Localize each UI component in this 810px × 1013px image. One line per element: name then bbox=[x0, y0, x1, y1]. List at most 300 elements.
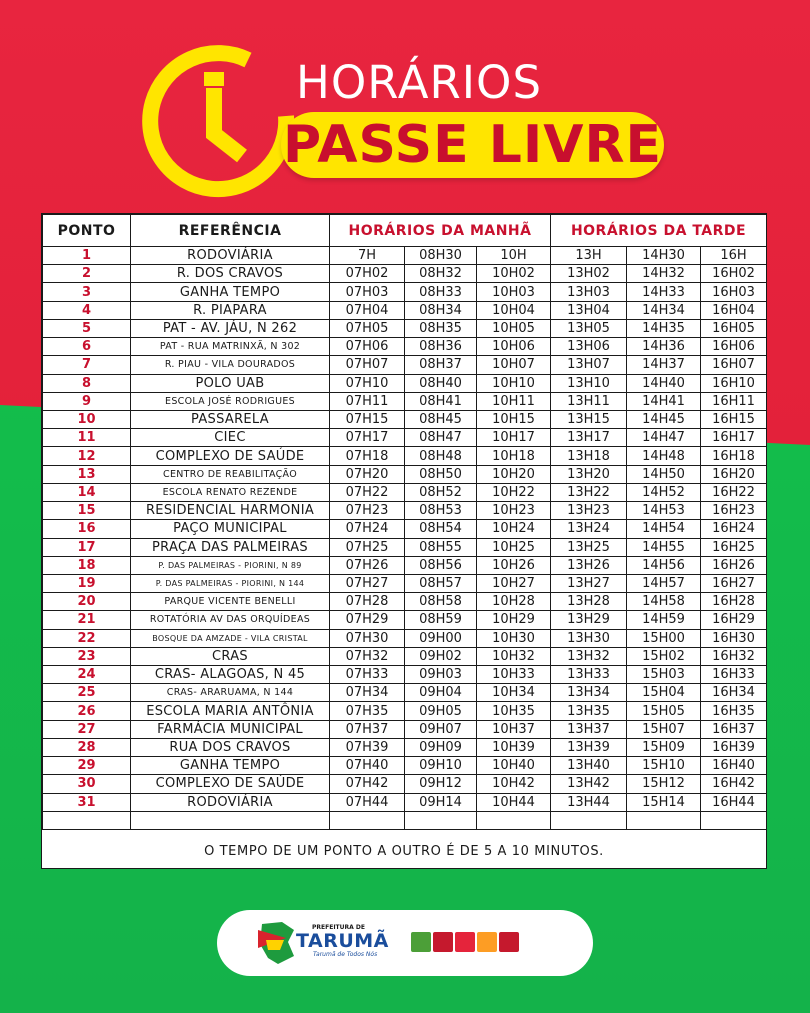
horario-cell: 14H47 bbox=[627, 429, 701, 447]
horario-cell: 15H05 bbox=[627, 702, 701, 720]
horario-cell: 07H03 bbox=[330, 283, 405, 301]
table-row bbox=[43, 392, 767, 410]
horario-cell: 14H57 bbox=[627, 574, 701, 592]
horario-cell: 10H05 bbox=[477, 319, 551, 337]
horario-cell: 16H29 bbox=[701, 611, 767, 629]
horario-cell: 14H36 bbox=[627, 338, 701, 356]
title-passe-livre: PASSE LIVRE bbox=[282, 115, 663, 175]
ponto-number: 10 bbox=[43, 410, 131, 428]
table-row bbox=[43, 574, 767, 592]
horario-cell: 07H11 bbox=[330, 392, 405, 410]
horario-cell: 13H15 bbox=[551, 410, 627, 428]
header-referencia: REFERÊNCIA bbox=[131, 215, 330, 247]
ponto-referencia: PAT - AV. JÁU, N 262 bbox=[131, 319, 330, 337]
horario-cell: 15H00 bbox=[627, 629, 701, 647]
table-row bbox=[43, 483, 767, 501]
empty-cell bbox=[43, 811, 131, 829]
empty-cell bbox=[551, 811, 627, 829]
ponto-referencia: PASSARELA bbox=[131, 410, 330, 428]
horario-cell: 10H37 bbox=[477, 720, 551, 738]
horario-cell: 14H30 bbox=[627, 247, 701, 265]
table-row bbox=[43, 538, 767, 556]
horario-cell: 16H39 bbox=[701, 738, 767, 756]
horario-cell: 15H03 bbox=[627, 666, 701, 684]
header-ponto: PONTO bbox=[43, 215, 131, 247]
table-row bbox=[43, 757, 767, 775]
table-row bbox=[43, 702, 767, 720]
ods-badge-icon bbox=[433, 932, 453, 952]
ponto-number: 3 bbox=[43, 283, 131, 301]
title-horarios: HORÁRIOS bbox=[296, 56, 543, 109]
horario-cell: 14H35 bbox=[627, 319, 701, 337]
table-row bbox=[43, 301, 767, 319]
horario-cell: 16H33 bbox=[701, 666, 767, 684]
ponto-number: 18 bbox=[43, 556, 131, 574]
horario-cell: 16H10 bbox=[701, 374, 767, 392]
horario-cell: 09H02 bbox=[405, 647, 477, 665]
ponto-referencia: BOSQUE DA AMZADE - VILA CRISTAL bbox=[131, 629, 330, 647]
horario-cell: 15H02 bbox=[627, 647, 701, 665]
horario-cell: 07H44 bbox=[330, 793, 405, 811]
horario-cell: 10H04 bbox=[477, 301, 551, 319]
horario-cell: 10H35 bbox=[477, 702, 551, 720]
horario-cell: 09H14 bbox=[405, 793, 477, 811]
ponto-number: 5 bbox=[43, 319, 131, 337]
horario-cell: 13H44 bbox=[551, 793, 627, 811]
horario-cell: 14H55 bbox=[627, 538, 701, 556]
horario-cell: 13H34 bbox=[551, 684, 627, 702]
empty-cell bbox=[477, 811, 551, 829]
ponto-number: 30 bbox=[43, 775, 131, 793]
ods-badge-icon bbox=[477, 932, 497, 952]
horario-cell: 13H11 bbox=[551, 392, 627, 410]
header-tarde: HORÁRIOS DA TARDE bbox=[551, 215, 767, 247]
horario-cell: 09H09 bbox=[405, 738, 477, 756]
horario-cell: 08H45 bbox=[405, 410, 477, 428]
horario-cell: 08H41 bbox=[405, 392, 477, 410]
tarumã-map-logo-icon bbox=[258, 920, 298, 966]
ponto-referencia: COMPLEXO DE SAÚDE bbox=[131, 447, 330, 465]
horario-cell: 10H40 bbox=[477, 757, 551, 775]
empty-cell bbox=[627, 811, 701, 829]
horario-cell: 13H24 bbox=[551, 520, 627, 538]
horario-cell: 07H10 bbox=[330, 374, 405, 392]
horario-cell: 13H26 bbox=[551, 556, 627, 574]
horario-cell: 07H37 bbox=[330, 720, 405, 738]
horario-cell: 07H04 bbox=[330, 301, 405, 319]
horario-cell: 14H53 bbox=[627, 502, 701, 520]
horario-cell: 10H07 bbox=[477, 356, 551, 374]
horario-cell: 07H28 bbox=[330, 593, 405, 611]
horario-cell: 10H32 bbox=[477, 647, 551, 665]
horario-cell: 10H15 bbox=[477, 410, 551, 428]
horario-cell: 08H50 bbox=[405, 465, 477, 483]
title-badge bbox=[281, 112, 664, 178]
horario-cell: 07H18 bbox=[330, 447, 405, 465]
ponto-number: 17 bbox=[43, 538, 131, 556]
table-row-empty bbox=[43, 811, 767, 829]
table-row bbox=[43, 356, 767, 374]
horario-cell: 13H39 bbox=[551, 738, 627, 756]
horario-cell: 10H11 bbox=[477, 392, 551, 410]
ponto-referencia: ESCOLA JOSÉ RODRIGUES bbox=[131, 392, 330, 410]
horario-cell: 08H54 bbox=[405, 520, 477, 538]
horario-cell: 7H bbox=[330, 247, 405, 265]
horario-cell: 10H20 bbox=[477, 465, 551, 483]
horario-cell: 10H42 bbox=[477, 775, 551, 793]
schedule-grid bbox=[42, 214, 767, 830]
ponto-referencia: CENTRO DE REABILITAÇÃO bbox=[131, 465, 330, 483]
horario-cell: 08H32 bbox=[405, 265, 477, 283]
ponto-referencia: FARMÁCIA MUNICIPAL bbox=[131, 720, 330, 738]
horario-cell: 13H30 bbox=[551, 629, 627, 647]
table-row bbox=[43, 520, 767, 538]
ponto-referencia: COMPLEXO DE SAÚDE bbox=[131, 775, 330, 793]
horario-cell: 13H27 bbox=[551, 574, 627, 592]
horario-cell: 10H bbox=[477, 247, 551, 265]
horario-cell: 15H09 bbox=[627, 738, 701, 756]
horario-cell: 14H41 bbox=[627, 392, 701, 410]
table-row bbox=[43, 611, 767, 629]
horario-cell: 13H05 bbox=[551, 319, 627, 337]
horario-cell: 10H02 bbox=[477, 265, 551, 283]
horario-cell: 10H29 bbox=[477, 611, 551, 629]
ponto-referencia: GANHA TEMPO bbox=[131, 283, 330, 301]
horario-cell: 10H26 bbox=[477, 556, 551, 574]
horario-cell: 13H23 bbox=[551, 502, 627, 520]
horario-cell: 08H56 bbox=[405, 556, 477, 574]
ponto-number: 16 bbox=[43, 520, 131, 538]
table-row bbox=[43, 410, 767, 428]
horario-cell: 10H06 bbox=[477, 338, 551, 356]
horario-cell: 14H50 bbox=[627, 465, 701, 483]
horario-cell: 07H30 bbox=[330, 629, 405, 647]
ponto-number: 13 bbox=[43, 465, 131, 483]
horario-cell: 13H28 bbox=[551, 593, 627, 611]
horario-cell: 08H47 bbox=[405, 429, 477, 447]
horario-cell: 07H15 bbox=[330, 410, 405, 428]
horario-cell: 10H24 bbox=[477, 520, 551, 538]
ponto-referencia: R. DOS CRAVOS bbox=[131, 265, 330, 283]
horario-cell: 15H12 bbox=[627, 775, 701, 793]
ponto-referencia: PRAÇA DAS PALMEIRAS bbox=[131, 538, 330, 556]
city-slogan: Tarumã de Todos Nós bbox=[313, 951, 378, 958]
ponto-referencia: RESIDENCIAL HARMONIA bbox=[131, 502, 330, 520]
ponto-referencia: PARQUE VICENTE BENELLI bbox=[131, 593, 330, 611]
horario-cell: 08H52 bbox=[405, 483, 477, 501]
ponto-referencia: CRAS bbox=[131, 647, 330, 665]
horario-cell: 08H37 bbox=[405, 356, 477, 374]
horario-cell: 13H42 bbox=[551, 775, 627, 793]
empty-cell bbox=[131, 811, 330, 829]
horario-cell: 14H59 bbox=[627, 611, 701, 629]
horario-cell: 15H14 bbox=[627, 793, 701, 811]
ponto-referencia: RODOVIÁRIA bbox=[131, 247, 330, 265]
empty-cell bbox=[701, 811, 767, 829]
horario-cell: 16H24 bbox=[701, 520, 767, 538]
horario-cell: 16H20 bbox=[701, 465, 767, 483]
ponto-referencia: ESCOLA RENATO REZENDE bbox=[131, 483, 330, 501]
table-row bbox=[43, 647, 767, 665]
horario-cell: 13H40 bbox=[551, 757, 627, 775]
ponto-referencia: R. PIAU - VILA DOURADOS bbox=[131, 356, 330, 374]
horario-cell: 07H05 bbox=[330, 319, 405, 337]
horario-cell: 16H37 bbox=[701, 720, 767, 738]
horario-cell: 14H52 bbox=[627, 483, 701, 501]
table-row bbox=[43, 319, 767, 337]
ponto-number: 15 bbox=[43, 502, 131, 520]
ponto-number: 6 bbox=[43, 338, 131, 356]
horario-cell: 07H32 bbox=[330, 647, 405, 665]
table-row bbox=[43, 247, 767, 265]
horario-cell: 07H29 bbox=[330, 611, 405, 629]
horario-cell: 13H06 bbox=[551, 338, 627, 356]
horario-cell: 16H42 bbox=[701, 775, 767, 793]
horario-cell: 16H28 bbox=[701, 593, 767, 611]
schedule-table bbox=[41, 213, 767, 869]
ponto-number: 31 bbox=[43, 793, 131, 811]
ponto-number: 20 bbox=[43, 593, 131, 611]
ponto-number: 25 bbox=[43, 684, 131, 702]
table-row bbox=[43, 465, 767, 483]
horario-cell: 07H39 bbox=[330, 738, 405, 756]
ponto-referencia: P. DAS PALMEIRAS - PIORINI, N 89 bbox=[131, 556, 330, 574]
ponto-referencia: CIEC bbox=[131, 429, 330, 447]
horario-cell: 14H32 bbox=[627, 265, 701, 283]
table-row bbox=[43, 429, 767, 447]
horario-cell: 15H10 bbox=[627, 757, 701, 775]
horario-cell: 10H28 bbox=[477, 593, 551, 611]
table-row bbox=[43, 629, 767, 647]
horario-cell: 08H59 bbox=[405, 611, 477, 629]
horario-cell: 13H35 bbox=[551, 702, 627, 720]
ponto-number: 21 bbox=[43, 611, 131, 629]
horario-cell: 16H15 bbox=[701, 410, 767, 428]
ponto-number: 7 bbox=[43, 356, 131, 374]
horario-cell: 07H20 bbox=[330, 465, 405, 483]
table-row bbox=[43, 447, 767, 465]
ponto-referencia: ROTATÓRIA AV DAS ORQUÍDEAS bbox=[131, 611, 330, 629]
horario-cell: 14H45 bbox=[627, 410, 701, 428]
table-row bbox=[43, 666, 767, 684]
horario-cell: 16H18 bbox=[701, 447, 767, 465]
empty-cell bbox=[405, 811, 477, 829]
ponto-referencia: CRAS- ARARUAMA, N 144 bbox=[131, 684, 330, 702]
horario-cell: 09H10 bbox=[405, 757, 477, 775]
horario-cell: 10H25 bbox=[477, 538, 551, 556]
table-row bbox=[43, 775, 767, 793]
horario-cell: 16H26 bbox=[701, 556, 767, 574]
prefeitura-label: PREFEITURA DE bbox=[312, 924, 365, 931]
ponto-number: 9 bbox=[43, 392, 131, 410]
ponto-referencia: RODOVIÁRIA bbox=[131, 793, 330, 811]
ponto-number: 2 bbox=[43, 265, 131, 283]
horario-cell: 16H35 bbox=[701, 702, 767, 720]
horario-cell: 07H17 bbox=[330, 429, 405, 447]
horario-cell: 16H bbox=[701, 247, 767, 265]
horario-cell: 13H18 bbox=[551, 447, 627, 465]
horario-cell: 07H27 bbox=[330, 574, 405, 592]
horario-cell: 14H37 bbox=[627, 356, 701, 374]
horario-cell: 13H29 bbox=[551, 611, 627, 629]
horario-cell: 16H05 bbox=[701, 319, 767, 337]
ods-badge-icon bbox=[411, 932, 431, 952]
horario-cell: 13H17 bbox=[551, 429, 627, 447]
horario-cell: 14H40 bbox=[627, 374, 701, 392]
table-row bbox=[43, 265, 767, 283]
horario-cell: 07H23 bbox=[330, 502, 405, 520]
ponto-referencia: PAT - RUA MATRINXÃ, N 302 bbox=[131, 338, 330, 356]
ponto-number: 27 bbox=[43, 720, 131, 738]
horario-cell: 07H22 bbox=[330, 483, 405, 501]
horario-cell: 08H57 bbox=[405, 574, 477, 592]
horario-cell: 14H56 bbox=[627, 556, 701, 574]
ponto-referencia: R. PIAPARA bbox=[131, 301, 330, 319]
horario-cell: 16H34 bbox=[701, 684, 767, 702]
table-row bbox=[43, 502, 767, 520]
horario-cell: 13H25 bbox=[551, 538, 627, 556]
horario-cell: 13H37 bbox=[551, 720, 627, 738]
horario-cell: 16H32 bbox=[701, 647, 767, 665]
horario-cell: 13H07 bbox=[551, 356, 627, 374]
horario-cell: 10H30 bbox=[477, 629, 551, 647]
horario-cell: 14H34 bbox=[627, 301, 701, 319]
horario-cell: 10H27 bbox=[477, 574, 551, 592]
ponto-number: 22 bbox=[43, 629, 131, 647]
horario-cell: 09H03 bbox=[405, 666, 477, 684]
table-row bbox=[43, 374, 767, 392]
ponto-number: 11 bbox=[43, 429, 131, 447]
horario-cell: 07H35 bbox=[330, 702, 405, 720]
ods-badge-icon bbox=[455, 932, 475, 952]
footnote: O TEMPO DE UM PONTO A OUTRO É DE 5 A 10 MINUTOS. bbox=[204, 844, 604, 859]
horario-cell: 08H48 bbox=[405, 447, 477, 465]
horario-cell: 09H12 bbox=[405, 775, 477, 793]
horario-cell: 08H35 bbox=[405, 319, 477, 337]
horario-cell: 16H06 bbox=[701, 338, 767, 356]
horario-cell: 14H33 bbox=[627, 283, 701, 301]
horario-cell: 16H03 bbox=[701, 283, 767, 301]
ods-badge-icon bbox=[499, 932, 519, 952]
horario-cell: 07H42 bbox=[330, 775, 405, 793]
table-row bbox=[43, 283, 767, 301]
horario-cell: 09H07 bbox=[405, 720, 477, 738]
ponto-number: 14 bbox=[43, 483, 131, 501]
horario-cell: 13H03 bbox=[551, 283, 627, 301]
horario-cell: 07H33 bbox=[330, 666, 405, 684]
ponto-number: 8 bbox=[43, 374, 131, 392]
horario-cell: 09H04 bbox=[405, 684, 477, 702]
horario-cell: 14H54 bbox=[627, 520, 701, 538]
table-row bbox=[43, 793, 767, 811]
ponto-number: 28 bbox=[43, 738, 131, 756]
ponto-number: 29 bbox=[43, 757, 131, 775]
ponto-number: 4 bbox=[43, 301, 131, 319]
city-name: TARUMÃ bbox=[296, 930, 389, 952]
horario-cell: 15H07 bbox=[627, 720, 701, 738]
horario-cell: 08H55 bbox=[405, 538, 477, 556]
table-row bbox=[43, 338, 767, 356]
ponto-referencia: CRAS- ALAGOAS, N 45 bbox=[131, 666, 330, 684]
horario-cell: 13H33 bbox=[551, 666, 627, 684]
ponto-number: 24 bbox=[43, 666, 131, 684]
horario-cell: 10H10 bbox=[477, 374, 551, 392]
empty-cell bbox=[330, 811, 405, 829]
table-row bbox=[43, 556, 767, 574]
horario-cell: 16H11 bbox=[701, 392, 767, 410]
horario-cell: 16H04 bbox=[701, 301, 767, 319]
horario-cell: 14H58 bbox=[627, 593, 701, 611]
horario-cell: 07H26 bbox=[330, 556, 405, 574]
horario-cell: 10H22 bbox=[477, 483, 551, 501]
horario-cell: 08H33 bbox=[405, 283, 477, 301]
horario-cell: 13H22 bbox=[551, 483, 627, 501]
ponto-number: 26 bbox=[43, 702, 131, 720]
ponto-number: 23 bbox=[43, 647, 131, 665]
horario-cell: 16H30 bbox=[701, 629, 767, 647]
horario-cell: 16H27 bbox=[701, 574, 767, 592]
horario-cell: 16H17 bbox=[701, 429, 767, 447]
horario-cell: 07H34 bbox=[330, 684, 405, 702]
horario-cell: 09H05 bbox=[405, 702, 477, 720]
horario-cell: 08H30 bbox=[405, 247, 477, 265]
horario-cell: 13H02 bbox=[551, 265, 627, 283]
horario-cell: 10H18 bbox=[477, 447, 551, 465]
ponto-number: 19 bbox=[43, 574, 131, 592]
horario-cell: 10H23 bbox=[477, 502, 551, 520]
table-row bbox=[43, 720, 767, 738]
ponto-referencia: POLO UAB bbox=[131, 374, 330, 392]
horario-cell: 10H33 bbox=[477, 666, 551, 684]
horario-cell: 07H02 bbox=[330, 265, 405, 283]
horario-cell: 16H02 bbox=[701, 265, 767, 283]
horario-cell: 15H04 bbox=[627, 684, 701, 702]
ponto-referencia: GANHA TEMPO bbox=[131, 757, 330, 775]
table-row bbox=[43, 593, 767, 611]
horario-cell: 16H40 bbox=[701, 757, 767, 775]
horario-cell: 10H34 bbox=[477, 684, 551, 702]
horario-cell: 08H34 bbox=[405, 301, 477, 319]
horario-cell: 08H40 bbox=[405, 374, 477, 392]
ponto-number: 1 bbox=[43, 247, 131, 265]
horario-cell: 08H36 bbox=[405, 338, 477, 356]
horario-cell: 16H23 bbox=[701, 502, 767, 520]
ponto-number: 12 bbox=[43, 447, 131, 465]
clock-icon bbox=[140, 38, 300, 198]
horario-cell: 10H03 bbox=[477, 283, 551, 301]
horario-cell: 07H24 bbox=[330, 520, 405, 538]
horario-cell: 08H53 bbox=[405, 502, 477, 520]
horario-cell: 14H48 bbox=[627, 447, 701, 465]
horario-cell: 10H39 bbox=[477, 738, 551, 756]
ponto-referencia: ESCOLA MARIA ANTÔNIA bbox=[131, 702, 330, 720]
ponto-referencia: PAÇO MUNICIPAL bbox=[131, 520, 330, 538]
horario-cell: 13H04 bbox=[551, 301, 627, 319]
horario-cell: 13H10 bbox=[551, 374, 627, 392]
table-row bbox=[43, 684, 767, 702]
horario-cell: 13H bbox=[551, 247, 627, 265]
horario-cell: 08H58 bbox=[405, 593, 477, 611]
horario-cell: 16H25 bbox=[701, 538, 767, 556]
table-row bbox=[43, 738, 767, 756]
horario-cell: 10H44 bbox=[477, 793, 551, 811]
horario-cell: 16H22 bbox=[701, 483, 767, 501]
horario-cell: 07H06 bbox=[330, 338, 405, 356]
horario-cell: 16H07 bbox=[701, 356, 767, 374]
horario-cell: 13H20 bbox=[551, 465, 627, 483]
ponto-referencia: RUA DOS CRAVOS bbox=[131, 738, 330, 756]
horario-cell: 07H40 bbox=[330, 757, 405, 775]
